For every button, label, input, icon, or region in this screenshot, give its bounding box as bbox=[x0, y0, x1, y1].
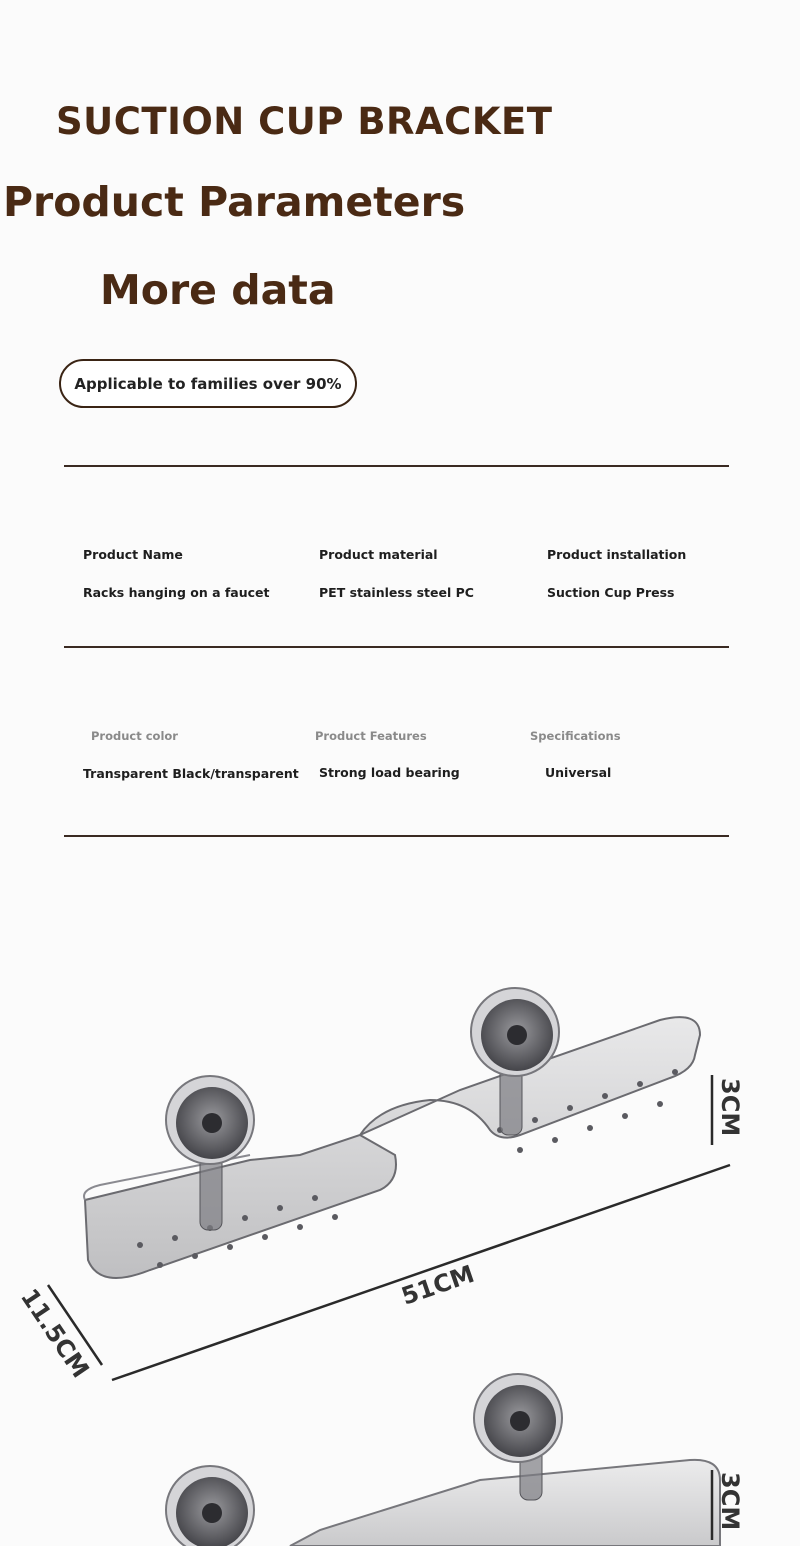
param-value-installation: Suction Cup Press bbox=[547, 585, 675, 600]
param-value-material: PET stainless steel PC bbox=[319, 585, 474, 600]
height-label: 3CM bbox=[716, 1472, 744, 1531]
suction-cup-icon bbox=[166, 1466, 254, 1546]
param-value-name: Racks hanging on a faucet bbox=[83, 585, 270, 600]
param-label-material: Product material bbox=[319, 547, 438, 562]
param-label-features: Product Features bbox=[315, 729, 427, 743]
param-value-features: Strong load bearing bbox=[319, 765, 460, 780]
param-value-color: Transparent Black/transparent bbox=[83, 766, 299, 781]
section-title: Product Parameters bbox=[3, 178, 466, 226]
divider bbox=[64, 465, 729, 467]
rack-tray-second bbox=[290, 1460, 720, 1546]
param-label-color: Product color bbox=[91, 729, 178, 743]
param-value-specifications: Universal bbox=[545, 765, 612, 780]
param-label-name: Product Name bbox=[83, 547, 183, 562]
param-label-installation: Product installation bbox=[547, 547, 687, 562]
length-label: 51CM bbox=[397, 1259, 478, 1311]
more-data-heading: More data bbox=[100, 266, 336, 314]
divider bbox=[64, 646, 729, 648]
param-label-specifications: Specifications bbox=[530, 729, 621, 743]
coverage-badge: Applicable to families over 90% bbox=[59, 359, 357, 408]
height-label: 3CM bbox=[716, 1078, 744, 1137]
divider bbox=[64, 835, 729, 837]
width-label: 11.5CM bbox=[15, 1283, 95, 1383]
page-title: SUCTION CUP BRACKET bbox=[56, 100, 553, 143]
product-illustration bbox=[0, 960, 800, 1546]
